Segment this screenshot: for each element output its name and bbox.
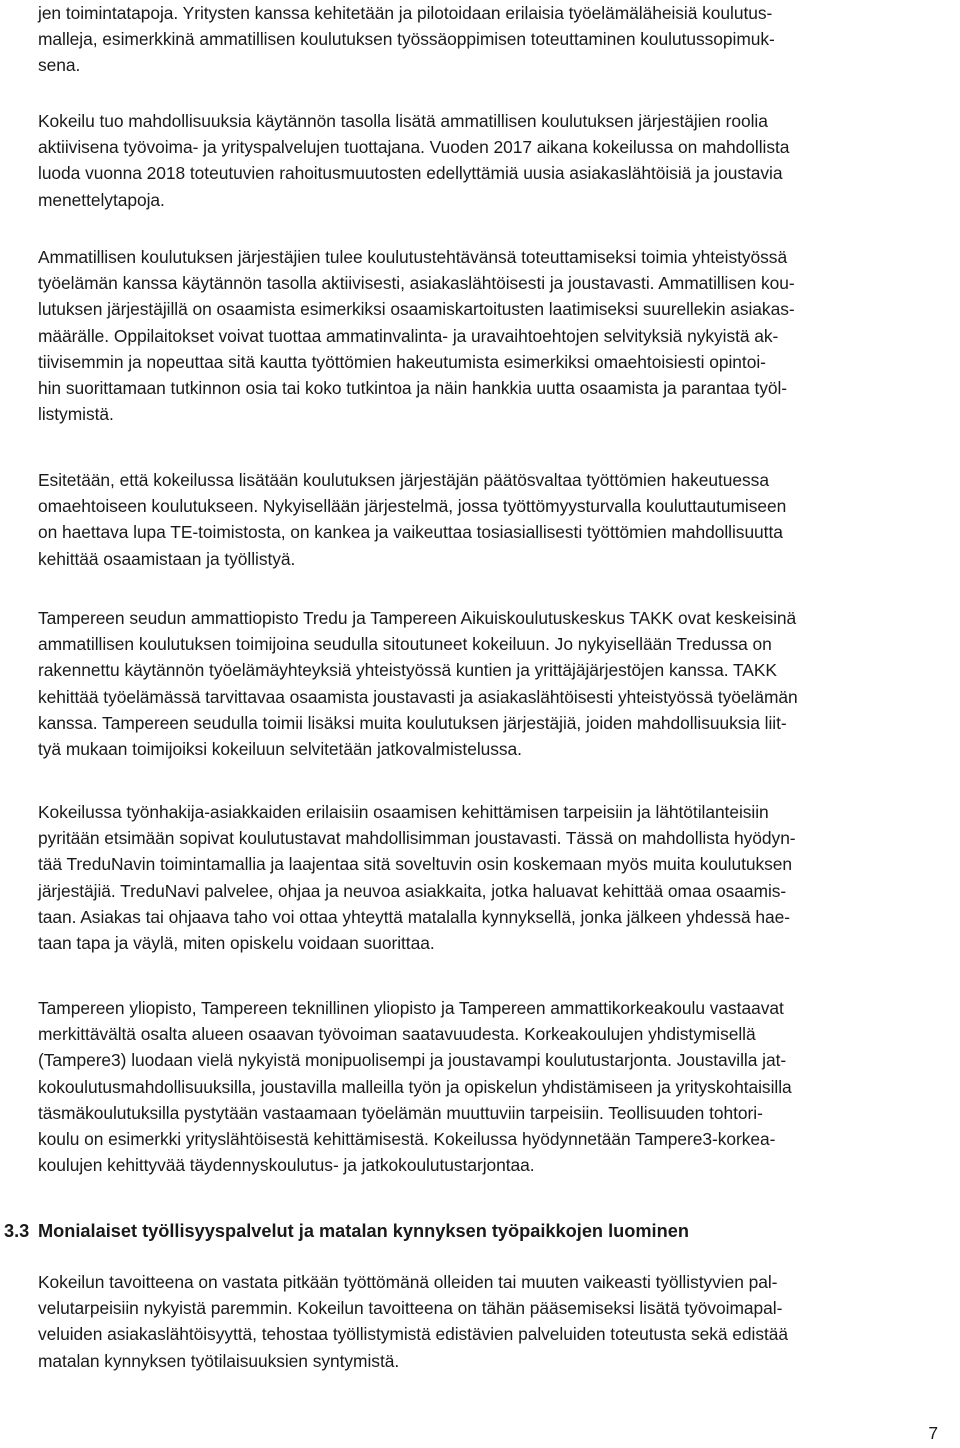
paragraph-line: kanssa. Tampereen seudulla toimii lisäksi muita koulutuksen järjestäjiä, joiden mahdollisuuksia liit- <box>38 712 787 733</box>
paragraph-line: tää TreduNavin toimintamallia ja laajentaa sitä soveltuvin osin koskemaan myös muita koulutuksen <box>38 854 793 875</box>
paragraph-4 <box>38 467 952 572</box>
paragraph-line: täsmäkoulutuksilla pystytään vastaamaan työelämän muuttuviin tarpeisiin. Teollisuuden tohtori- <box>38 1102 763 1123</box>
paragraph-line: kehittää työelämässä tarvittavaa osaamista joustavasti ja asiakaslähtöisesti yhteistyössä työelämän <box>38 686 798 707</box>
paragraph-line: työelämän kanssa käytännön tasolla aktiivisesti, asiakaslähtöisesti ja joustavasti. Ammatillisen kou- <box>38 273 795 294</box>
paragraph-line: Ammatillisen koulutuksen järjestäjien tulee koulutustehtävänsä toteuttamiseksi toimia yhteistyössä <box>38 247 788 267</box>
paragraph-line: hin suorittamaan tutkinnon osia tai koko tutkintoa ja näin hankkia uutta osaamista ja parantaa työl- <box>38 378 788 399</box>
paragraph-line: kokoulutusmahdollisuuksilla, joustavilla malleilla työn ja opiskelun yhdistämiseen ja yrityskohtaisilla <box>38 1076 792 1097</box>
paragraph-line: menettelytapoja. <box>38 189 165 210</box>
paragraph-1 <box>38 0 952 79</box>
paragraph-line: (Tampere3) luodaan vielä nykyistä monipuolisempi ja joustavampi koulutustarjonta. Joustavilla jat- <box>38 1050 787 1071</box>
section-title: Monialaiset työllisyyspalvelut ja matalan kynnyksen työpaikkojen luominen <box>38 1221 689 1241</box>
paragraph-line: jen toimintatapoja. Yritysten kanssa kehitetään ja pilotoidaan erilaisia työelämäläheisiä koulutus- <box>38 3 773 23</box>
paragraph-line: Tampereen seudun ammattiopisto Tredu ja Tampereen Aikuiskoulutuskeskus TAKK ovat keskeisinä <box>38 608 797 628</box>
paragraph-line: omaehtoiseen koulutukseen. Nykyisellään järjestelmä, jossa työttömyysturvalla kouluttautumiseen <box>38 496 787 517</box>
paragraph-line: luoda vuonna 2018 toteutuvien rahoitusmuutosten edellyttämiä uusia asiakaslähtöisiä ja joustavia <box>38 163 783 184</box>
paragraph-3 <box>38 244 952 427</box>
paragraph-line: ammatillisen koulutuksen toimijoina seudulla sitoutuneet kokeiluun. Jo nykyisellään Tredussa on <box>38 634 772 655</box>
section-heading <box>4 1218 689 1244</box>
paragraph-line: Kokeilu tuo mahdollisuuksia käytännön tasolla lisätä ammatillisen koulutuksen järjestäjien roolia <box>38 111 768 131</box>
paragraph-7 <box>38 995 952 1178</box>
paragraph-line: velutarpeisiin nykyistä paremmin. Kokeilun tavoitteena on tähän pääsemiseksi lisätä työvoimapal- <box>38 1298 783 1319</box>
paragraph-line: koulujen kehittyvää täydennyskoulutus- ja jatkokoulutustarjontaa. <box>38 1155 535 1176</box>
paragraph-line: taan tapa ja väylä, miten opiskelu voidaan suorittaa. <box>38 933 435 954</box>
paragraph-line: tiivisemmin ja nopeuttaa sitä kautta työttömien hakeutumista esimerkiksi omaehtoisiesti opintoi- <box>38 351 766 372</box>
paragraph-line: sena. <box>38 55 81 76</box>
paragraph-line: matalan kynnyksen työtilaisuuksien syntymistä. <box>38 1350 400 1371</box>
paragraph-line: tyä mukaan toimijoiksi kokeiluun selvitetään jatkovalmistelussa. <box>38 739 522 760</box>
paragraph-line: taan. Asiakas tai ohjaava taho voi ottaa yhteyttä matalalla kynnyksellä, jonka jälkeen yhdessä hae- <box>38 906 791 927</box>
page-number: 7 <box>928 1423 938 1443</box>
paragraph-6 <box>38 799 952 956</box>
paragraph-line: Kokeilussa työnhakija-asiakkaiden erilaisiin osaamisen kehittämisen tarpeisiin ja lähtötilanteisiin <box>38 802 769 822</box>
paragraph-line: järjestäjiä. TreduNavi palvelee, ohjaa ja neuvoa asiakkaita, jotka haluavat kehittää omaa osaamis- <box>38 880 787 901</box>
paragraph-line: Kokeilun tavoitteena on vastata pitkään työttömänä olleiden tai muuten vaikeasti työllistyvien pal- <box>38 1272 778 1292</box>
paragraph-line: Tampereen yliopisto, Tampereen teknillinen yliopisto ja Tampereen ammattikorkeakoulu vastaavat <box>38 998 784 1018</box>
paragraph-line: malleja, esimerkkinä ammatillisen koulutuksen työssäoppimisen toteuttaminen koulutussopimuk- <box>38 29 775 50</box>
paragraph-line: koulu on esimerkki yrityslähtöisestä kehittämisestä. Kokeilussa hyödynnetään Tampere3-korkea- <box>38 1129 776 1150</box>
section-paragraph <box>38 1269 952 1374</box>
paragraph-2 <box>38 108 952 213</box>
paragraph-line: aktiivisena työvoima- ja yrityspalvelujen tuottajana. Vuoden 2017 aikana kokeilussa on mahdollista <box>38 137 790 158</box>
paragraph-line: lutuksen järjestäjillä on osaamista esimerkiksi osaamiskartoitusten laatimiseksi suurellekin asiakas- <box>38 299 795 320</box>
paragraph-line: pyritään etsimään sopivat koulutustavat mahdollisimman joustavasti. Tässä on mahdollista hyödyn- <box>38 828 796 849</box>
paragraph-line: kehittää osaamistaan ja työllistyä. <box>38 548 296 569</box>
paragraph-line: veluiden asiakaslähtöisyyttä, tehostaa työllistymistä edistävien palveluiden toteutusta sekä edistää <box>38 1324 788 1345</box>
paragraph-line: rakennettu käytännön työelämäyhteyksiä yhteistyössä kuntien ja yrittäjäjärjestöjen kanssa. TAKK <box>38 660 777 681</box>
paragraph-line: on haettava lupa TE-toimistosta, on kankea ja vaikeuttaa tosiasiallisesti työttömien mahdollisuutta <box>38 522 783 543</box>
paragraph-5 <box>38 605 952 762</box>
paragraph-line: määrälle. Oppilaitokset voivat tuottaa ammatinvalinta- ja uravaihtoehtojen selvityksiä nykyistä ak- <box>38 325 779 346</box>
paragraph-line: Esitetään, että kokeilussa lisätään koulutuksen järjestäjän päätösvaltaa työttömien hakeutuessa <box>38 470 769 490</box>
section-number: 3.3 <box>4 1221 30 1241</box>
paragraph-line: listymistä. <box>38 404 114 425</box>
paragraph-line: merkittävältä osalta alueen osaavan työvoiman saatavuudesta. Korkeakoulujen yhdistymisellä <box>38 1024 756 1045</box>
